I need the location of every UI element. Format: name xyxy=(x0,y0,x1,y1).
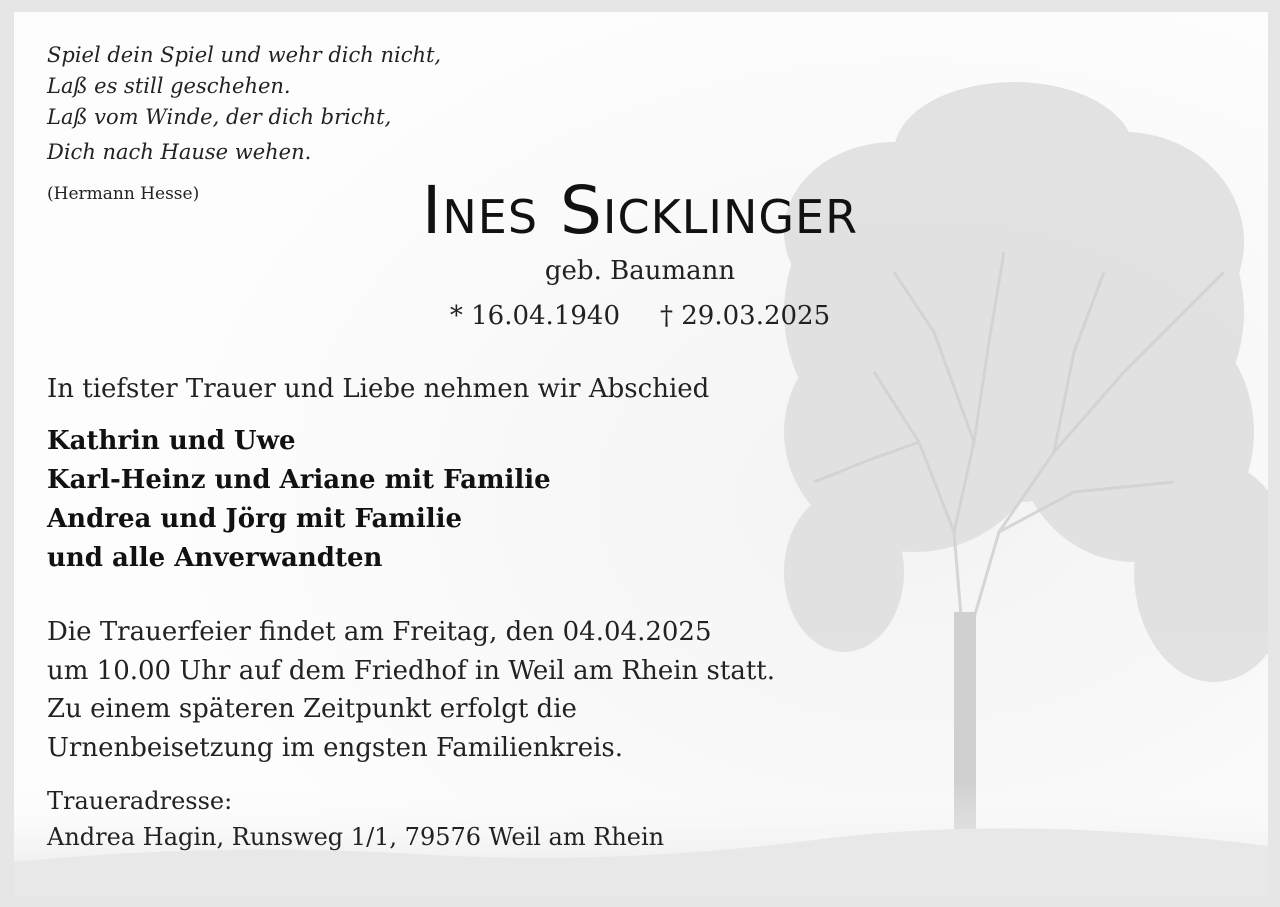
poem xyxy=(47,40,441,168)
funeral-line: Die Trauerfeier findet am Freitag, den 04.04.2025 xyxy=(47,617,712,647)
funeral-info xyxy=(47,613,775,767)
mourner-line: und alle Anverwandten xyxy=(47,543,383,573)
obituary-content xyxy=(14,12,1268,896)
birth-date: * 16.04.1940 xyxy=(449,301,620,331)
death-date: † 29.03.2025 xyxy=(660,301,831,331)
mourning-address xyxy=(47,783,664,855)
funeral-line: Zu einem späteren Zeitpunkt erfolgt die xyxy=(47,694,577,724)
address-label: Traueradresse: xyxy=(47,787,233,815)
mourner-line: Kathrin und Uwe xyxy=(47,426,296,456)
address-value: Andrea Hagin, Runsweg 1/1, 79576 Weil am Rhein xyxy=(47,823,665,851)
mourners-list xyxy=(47,422,551,578)
poem-line: Dich nach Hause wehen. xyxy=(47,140,312,164)
poem-author: (Hermann Hesse) xyxy=(47,184,200,204)
poem-line: Spiel dein Spiel und wehr dich nicht, xyxy=(47,43,442,67)
poem-line: Laß es still geschehen. xyxy=(47,74,291,98)
poem-line: Laß vom Winde, der dich bricht, xyxy=(47,105,392,129)
mourner-line: Andrea und Jörg mit Familie xyxy=(47,504,463,534)
birth-name: geb. Baumann xyxy=(544,256,736,286)
mourner-line: Karl-Heinz und Ariane mit Familie xyxy=(47,465,551,495)
farewell-text: In tiefster Trauer und Liebe nehmen wir Abschied xyxy=(47,374,710,404)
life-dates xyxy=(400,301,880,331)
obituary-card xyxy=(14,12,1268,896)
funeral-line: um 10.00 Uhr auf dem Friedhof in Weil am Rhein statt. xyxy=(47,655,776,686)
funeral-line: Urnenbeisetzung im engsten Familienkreis. xyxy=(47,732,624,763)
deceased-name: Ines Sicklinger xyxy=(421,172,859,249)
